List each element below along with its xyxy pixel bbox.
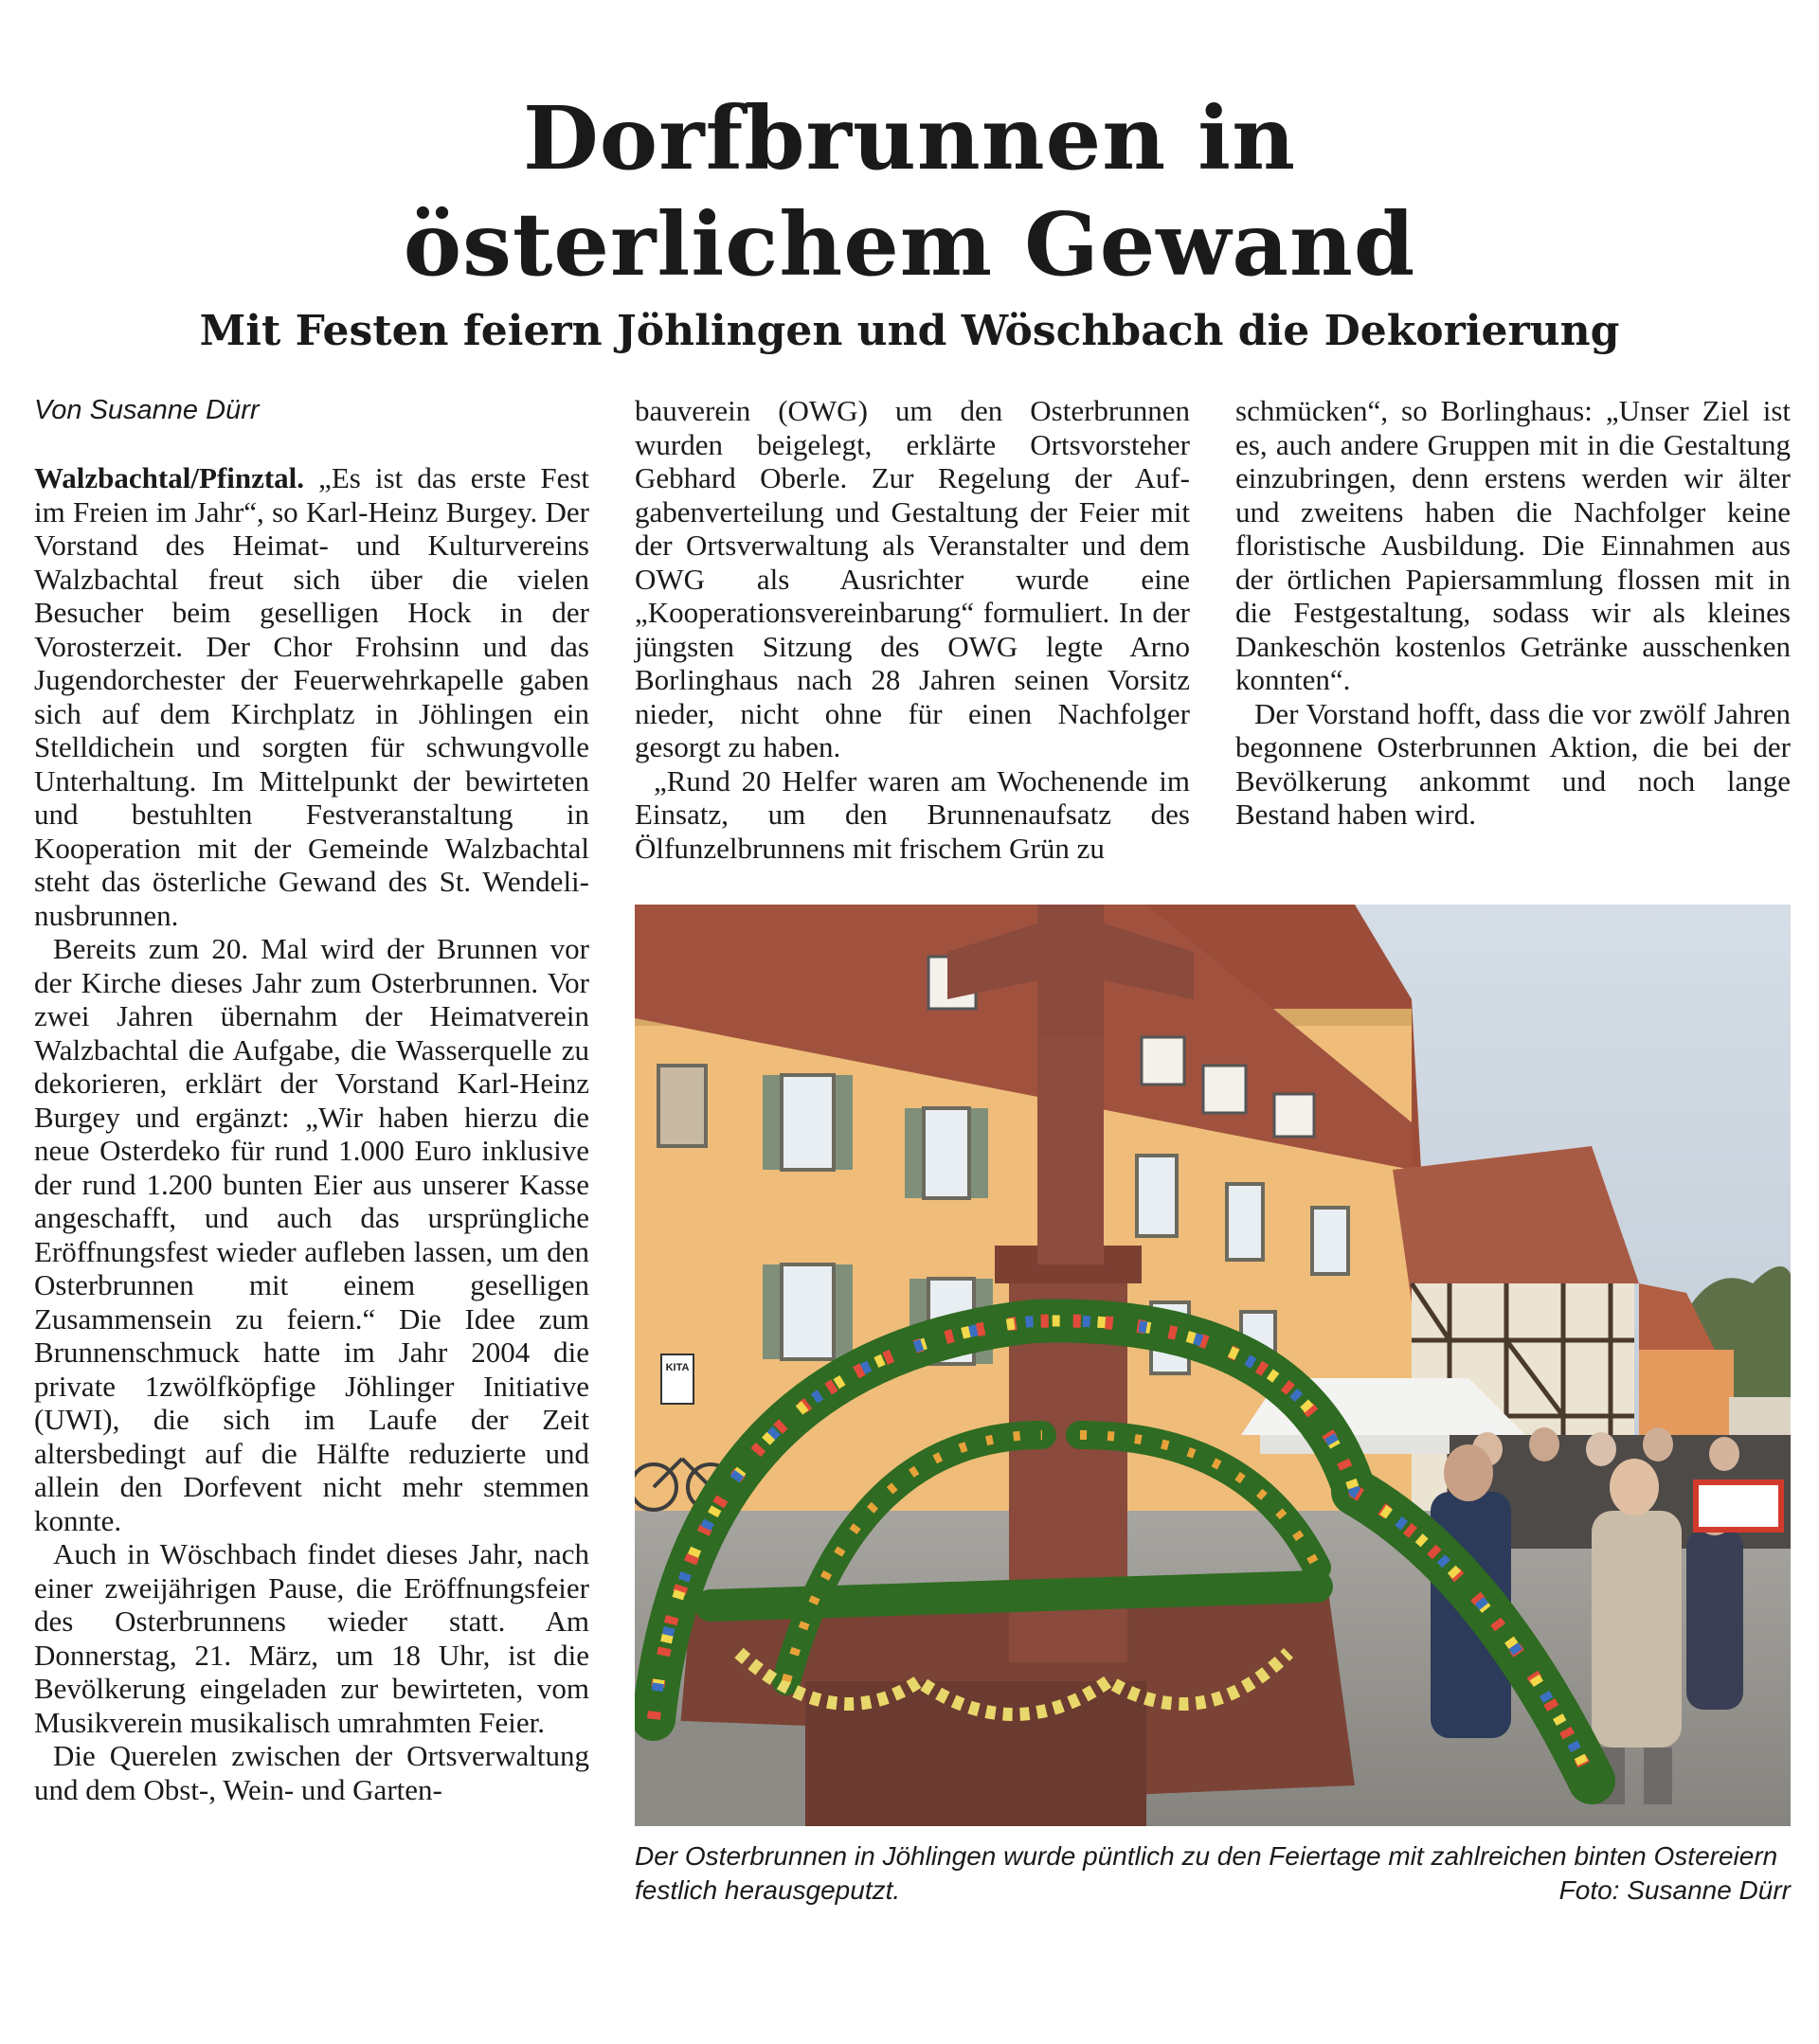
photo-kita-sign-text: KITA — [665, 1362, 690, 1373]
headline-line-2: österlichem Gewand — [403, 193, 1416, 296]
paragraph-7: schmücken“, so Borlinghaus: „Unser Ziel ist es, auch andere Gruppen mit in die Gestaltung einzubringen, denn erstens werden wir älter und zweitens haben die Nachfolger keine floristische Ausbildung. Die Einnahmen aus der örtlichen Papiersammlung flossen mit in die Festgestaltung, sodass wir als kleines Dankeschön kostenlos Getränke ausschenken konnten“. — [1235, 394, 1791, 696]
article-column-2 — [635, 394, 1190, 865]
photo-credit: Foto: Susanne Dürr — [1558, 1875, 1791, 1905]
paragraph-8: Der Vorstand hofft, dass die vor zwölf Jahren begonnene Osterbrunnen Aktion, die bei der Bevölkerung ankommt und noch lange Bestand haben wird. — [1235, 696, 1791, 831]
caption-text: Der Osterbrunnen in Jöhlingen wurde püntlich zu den Feiertage mit zahlreichen binten Ostereiern festlich herausgeputzt. — [635, 1841, 1778, 1905]
article-photo — [635, 905, 1791, 1826]
photo-caption — [635, 1839, 1791, 1908]
article-column-1 — [34, 394, 589, 1806]
article-column-3 — [1235, 394, 1791, 832]
paragraph-3: Auch in Wöschbach findet dieses Jahr, nach einer zweijährigen Pause, die Eröffnungsfeier des Osterbrunnens wieder statt. Am Donnerstag, 21. März, um 18 Uhr, ist die Bevölkerung eingeladen zur bewirteten, vom Musikverein musikalisch umrahmten Feier. — [34, 1537, 589, 1739]
paragraph-4: Die Querelen zwischen der Ortsverwaltung und dem Obst-, Wein- und Garten- — [34, 1739, 589, 1806]
paragraph-2: Bereits zum 20. Mal wird der Brunnen vor der Kirche dieses Jahr zum Osterbrunnen. Vor zwei Jahren übernahm der Heimatverein Walzbachtal die Aufgabe, die Wasserquelle zu dekorieren, erklärt der Vorstand Karl-Heinz Burgey und ergänzt: „Wir haben hierzu die neue Osterdeko für rund 1.000 Euro inklusive der rund 1.200 bunten Eier aus unserer Kasse angeschafft, und auch das ursprüngliche Eröffnungsfest wieder aufleben lassen, um den Osterbrunnen mit einem geselligen Zusammensein zu feiern.“ Die Idee zum Brunnenschmuck hatte im Jahr 2004 die private 1zwölfköpfige Jöhlinger Initiative (UWI), die sich im Laufe der Zeit altersbedingt auf die Hälfte reduzierte und allein den Dorfevent nicht mehr stemmen konnte. — [34, 932, 589, 1537]
dateline: Walzbachtal/Pfinztal. — [34, 461, 305, 494]
paragraph-1-text: „Es ist das erste Fest im Freien im Jahr“, so Karl-Heinz Burgey. Der Vorstand des Heimat- und Kulturvereins Walzbachtal freut sich über die vielen Besucher beim geselligen Hock in der Vorosterzeit. Der Chor Frohsinn und das Jugendorchester der Feuerwehrkapelle gaben sich auf dem Kirchplatz in Jöhlingen ein Stelldichein und sorgten für schwungvolle Unterhaltung. Im Mittelpunkt der bewirteten und bestuhlten Festveranstaltung in Kooperation mit der Gemeinde Walzbachtal steht das österliche Gewand des St. Wendelinusbrunnen. — [34, 461, 590, 932]
paragraph-6: „Rund 20 Helfer waren am Wochenende im Einsatz, um den Brunnenaufsatz des Ölfunzelbrunnens mit frischem Grün zu — [635, 763, 1190, 865]
subheadline: Mit Festen feiern Jöhlingen und Wöschbach die Dekorierung — [199, 307, 1620, 355]
paragraph-5: bauverein (OWG) um den Osterbrunnen wurden beigelegt, erklärte Ortsvorsteher Gebhard Oberle. Zur Regelung der Aufgabenverteilung und Gestaltung der Feier mit der Ortsverwaltung als Veranstalter und dem OWG als Ausrichter wurde eine „Kooperationsvereinbarung“ formuliert. In der jüngsten Sitzung des OWG legte Arno Borlinghaus nach 28 Jahren seinen Vorsitz nieder, nicht ohne für einen Nachfolger gesorgt zu haben. — [635, 394, 1190, 763]
headline — [0, 85, 1819, 297]
paragraph-1 — [34, 461, 589, 932]
byline: Von Susanne Dürr — [34, 395, 260, 425]
headline-line-1: Dorfbrunnen in — [523, 87, 1296, 189]
